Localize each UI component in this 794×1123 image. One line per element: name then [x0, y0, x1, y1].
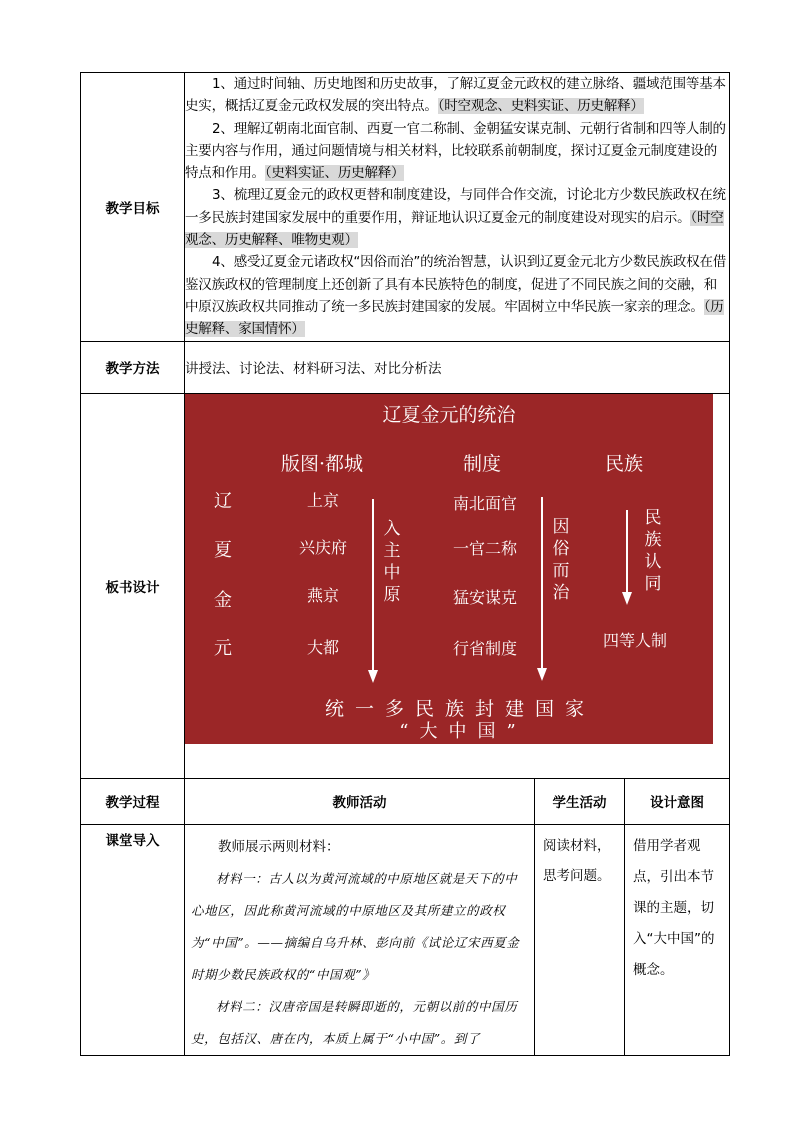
- goal-item: 1、通过时间轴、历史地图和历史故事，了解辽夏金元政权的建立脉络、疆域范围等基本史实，概括辽夏金元政权发展的突出特点。（时空观念、史料实证、历史解释）: [185, 76, 726, 115]
- goal-item: 4、感受辽夏金元诸政权“因俗而治”的统治智慧，认识到辽夏金元北方少数民族政权在借鉴汉族政权的管理制度上还创新了具有本民族特色的制度，促进了不同民族之间的交融，和中原汉族政权共同推动了统一多民族封建国家的发展。牢固树立中华民族一家亲的理念。（历史解释、家国情怀）: [185, 254, 727, 338]
- system-item: 南北面官: [452, 493, 517, 513]
- board-design: [185, 394, 713, 744]
- student-activity: 阅读材料，思考问题。: [535, 824, 625, 1055]
- goal-item: 2、理解辽朝南北面官制、西夏一官二称制、金朝猛安谋克制、元朝行省制和四等人制的主要内容与作用，通过问题情境与相关材料，比较联系前朝制度，探讨辽夏金元制度建设的特点和作用。（史料实证、历史解释）: [185, 120, 726, 182]
- material-one: 材料一：古人以为黄河流域的中原地区就是天下的中心地区，因此称黄河流域的中原地区及其所建立的政权为“中国”。——摘编自乌升林、彭向前《试论辽宋西夏金时期少数民族政权的“中国观”》: [191, 870, 520, 982]
- dynasty-xia: 夏: [214, 539, 232, 561]
- arrow-icon: [368, 499, 378, 683]
- teacher-line: 教师展示两则材料：: [218, 838, 340, 855]
- board-summary-sub: “大中国”: [399, 720, 527, 742]
- col-design: 设计意图: [625, 778, 730, 824]
- col-student: 学生活动: [535, 778, 625, 824]
- board-arrows: [185, 394, 713, 744]
- competency-tag: （时空观念、历史解释、唯物史观）: [185, 209, 724, 249]
- arrow1-label: 入主中原: [383, 518, 401, 605]
- process-header-row: [81, 778, 730, 824]
- design-intent: 借用学者观点，引出本节课的主题，切入“大中国”的概念。: [625, 824, 730, 1055]
- capital-item: 兴庆府: [298, 537, 347, 557]
- competency-tag: （史料实证、历史解释）: [264, 165, 405, 182]
- system-item: 一官二称: [452, 538, 517, 558]
- col-teacher: 教师活动: [185, 778, 535, 824]
- arrow2-label: 因俗而治: [552, 516, 570, 603]
- dynasty-jin: 金: [214, 589, 232, 611]
- lesson-plan: [80, 72, 729, 1056]
- goals-content: [185, 73, 730, 342]
- arrow-icon: [537, 497, 547, 681]
- arrow-icon: [622, 510, 632, 605]
- teacher-activity: [185, 824, 535, 1055]
- capital-item: 上京: [306, 490, 339, 510]
- system-item: 猛安谋克: [452, 587, 517, 607]
- header-system: 制度: [463, 452, 502, 475]
- header-territory: 版图·都城: [281, 452, 364, 475]
- competency-tag: （时空观念、史料实证、历史解释）: [437, 98, 644, 115]
- header-ethnic: 民族: [605, 452, 644, 475]
- capital-item: 燕京: [306, 585, 339, 605]
- ethnic-item: 四等人制: [602, 630, 667, 650]
- competency-tag: （历史解释、家国情怀）: [185, 298, 724, 338]
- goal-item: 3、梳理辽夏金元的政权更替和制度建设，与同伴合作交流，讨论北方少数民族政权在统一多民族封建国家发展中的重要作用，辩证地认识辽夏金元的制度建设对现实的启示。（时空观念、历史解释、唯物史观）: [185, 187, 726, 249]
- methods-text: 讲授法、讨论法、材料研习法、对比分析法: [185, 341, 730, 393]
- board-row: [81, 393, 730, 778]
- goals-row: [81, 73, 730, 342]
- arrow3-label: 民族认同: [644, 507, 662, 594]
- capital-item: 大都: [306, 637, 339, 657]
- intro-row: [81, 824, 730, 1055]
- dynasty-liao: 辽: [214, 490, 232, 512]
- board-title: 辽夏金元的统治: [382, 403, 516, 426]
- methods-row: [81, 341, 730, 393]
- goals-label: 教学目标: [81, 73, 185, 342]
- material-two: 材料二：汉唐帝国是转瞬即逝的，元朝以前的中国历史，包括汉、唐在内，本质上属于“小中国”。到了: [191, 998, 518, 1046]
- lesson-table: [80, 72, 730, 1056]
- process-label: 教学过程: [81, 778, 185, 824]
- intro-label: 课堂导入: [81, 824, 185, 1055]
- dynasty-yuan: 元: [214, 637, 232, 659]
- methods-label: 教学方法: [81, 341, 185, 393]
- board-summary: 统一多民族封建国家: [324, 697, 595, 720]
- system-item: 行省制度: [452, 638, 517, 658]
- board-label: 板书设计: [81, 393, 185, 778]
